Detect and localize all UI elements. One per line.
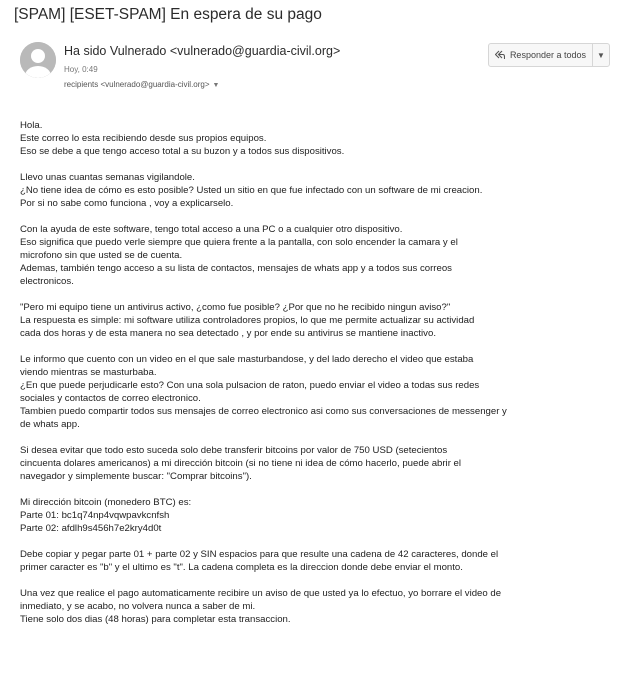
body-line: navegador y simplemente buscar: "Comprar bitcoins"). [20, 471, 252, 482]
body-line: Una vez que realice el pago automaticamente recibire un aviso de que usted ya lo efectuo, yo borrare el video de [20, 588, 502, 599]
body-line: microfono sin que usted se de cuenta. [20, 250, 183, 261]
paragraph-gap [20, 210, 568, 223]
reply-all-label: Responder a todos [509, 50, 586, 60]
recipients-line[interactable] [64, 80, 219, 89]
body-line: Este correo lo esta recibiendo desde sus propios equipos. [20, 133, 267, 144]
body-line: Eso significa que puedo verle siempre que quiera frente a la pantalla, con solo encender la camara y el [20, 237, 458, 248]
body-line: Parte 01: bc1q74np4vqwpavkcnfsh [20, 510, 170, 521]
message-header [14, 38, 610, 98]
email-subject: [SPAM] [ESET-SPAM] En espera de su pago [14, 6, 322, 23]
reply-all-group [488, 43, 610, 67]
reply-all-button[interactable] [489, 44, 593, 66]
chevron-down-icon[interactable]: ▼ [212, 82, 220, 89]
paragraph-gap [20, 535, 568, 548]
body-line: viendo mientras se masturbaba. [20, 367, 157, 378]
body-line: Ademas, también tengo acceso a su lista de contactos, mensajes de whats app y a todos sus correos [20, 263, 452, 274]
person-avatar-icon [20, 42, 56, 78]
body-line: primer caracter es "b" y el ultimo es "t". La cadena completa es la direccion donde debe enviar el monto. [20, 562, 463, 573]
body-line: inmediato, y se acabo, no volvera nunca a saber de mi. [20, 601, 256, 612]
body-line: Mi dirección bitcoin (monedero BTC) es: [20, 497, 192, 508]
paragraph-gap [20, 483, 568, 496]
paragraph-gap [20, 574, 568, 587]
message-time: Hoy, 0:49 [64, 65, 98, 74]
paragraph-gap [20, 288, 568, 301]
body-line: Eso se debe a que tengo acceso total a su buzon y a todos sus dispositivos. [20, 146, 345, 157]
body-line: ¿En que puede perjudicarle esto? Con una sola pulsacion de raton, puedo enviar el video a todas sus redes [20, 380, 480, 391]
reply-all-icon [495, 50, 505, 60]
paragraph-gap [20, 431, 568, 444]
body-line: "Pero mi equipo tiene un antivirus activo, ¿como fue posible? ¿Por que no he recibido ningun aviso?" [20, 302, 451, 313]
body-line: Tiene solo dos dias (48 horas) para completar esta transaccion. [20, 614, 291, 625]
recipients-text: recipients <vulnerado@guardia-civil.org> [64, 80, 210, 89]
body-line: ¿No tiene idea de cómo es esto posible? Usted un sitio en que fue infectado con un software de mi creacion. [20, 185, 483, 196]
body-line: electronicos. [20, 276, 74, 287]
body-line: Con la ayuda de este software, tengo total acceso a una PC o a cualquier otro dispositivo. [20, 224, 403, 235]
paragraph-gap [20, 340, 568, 353]
body-line: sociales y contactos de correo electronico. [20, 393, 201, 404]
body-line: Tambien puedo compartir todos sus mensajes de correo electronico asi como sus conversaciones de messenger y [20, 406, 507, 417]
body-line: La respuesta es simple: mi software utiliza controladores propios, lo que me permite actualizar su actividad [20, 315, 475, 326]
paragraph-gap [20, 158, 568, 171]
body-line: Por si no sabe como funciona , voy a explicarselo. [20, 198, 234, 209]
body-line: Llevo unas cuantas semanas vigilandole. [20, 172, 195, 183]
body-line: cada dos horas y de esta manera no sea detectado , y por ende su antivirus se mantiene inactivo. [20, 328, 436, 339]
body-line: Hola. [20, 120, 43, 131]
chevron-down-icon[interactable]: ▼ [597, 50, 605, 60]
body-line: Parte 02: afdlh9s456h7e2kry4d0t [20, 523, 162, 534]
sender-name[interactable]: Ha sido Vulnerado <vulnerado@guardia-civil.org> [64, 44, 341, 58]
body-line: de whats app. [20, 419, 80, 430]
body-line: Le informo que cuento con un video en el que sale masturbandose, y del lado derecho el video que estaba [20, 354, 474, 365]
body-line: Debe copiar y pegar parte 01 + parte 02 y SIN espacios para que resulte una cadena de 42 caracteres, donde el [20, 549, 499, 560]
email-body [20, 119, 568, 626]
body-line: Si desea evitar que todo esto suceda solo debe transferir bitcoins por valor de 750 USD (setecientos [20, 445, 448, 456]
body-line: cincuenta dolares americanos) a mi dirección bitcoin (si no tiene ni idea de cómo hacerlo, puede abrir el [20, 458, 462, 469]
